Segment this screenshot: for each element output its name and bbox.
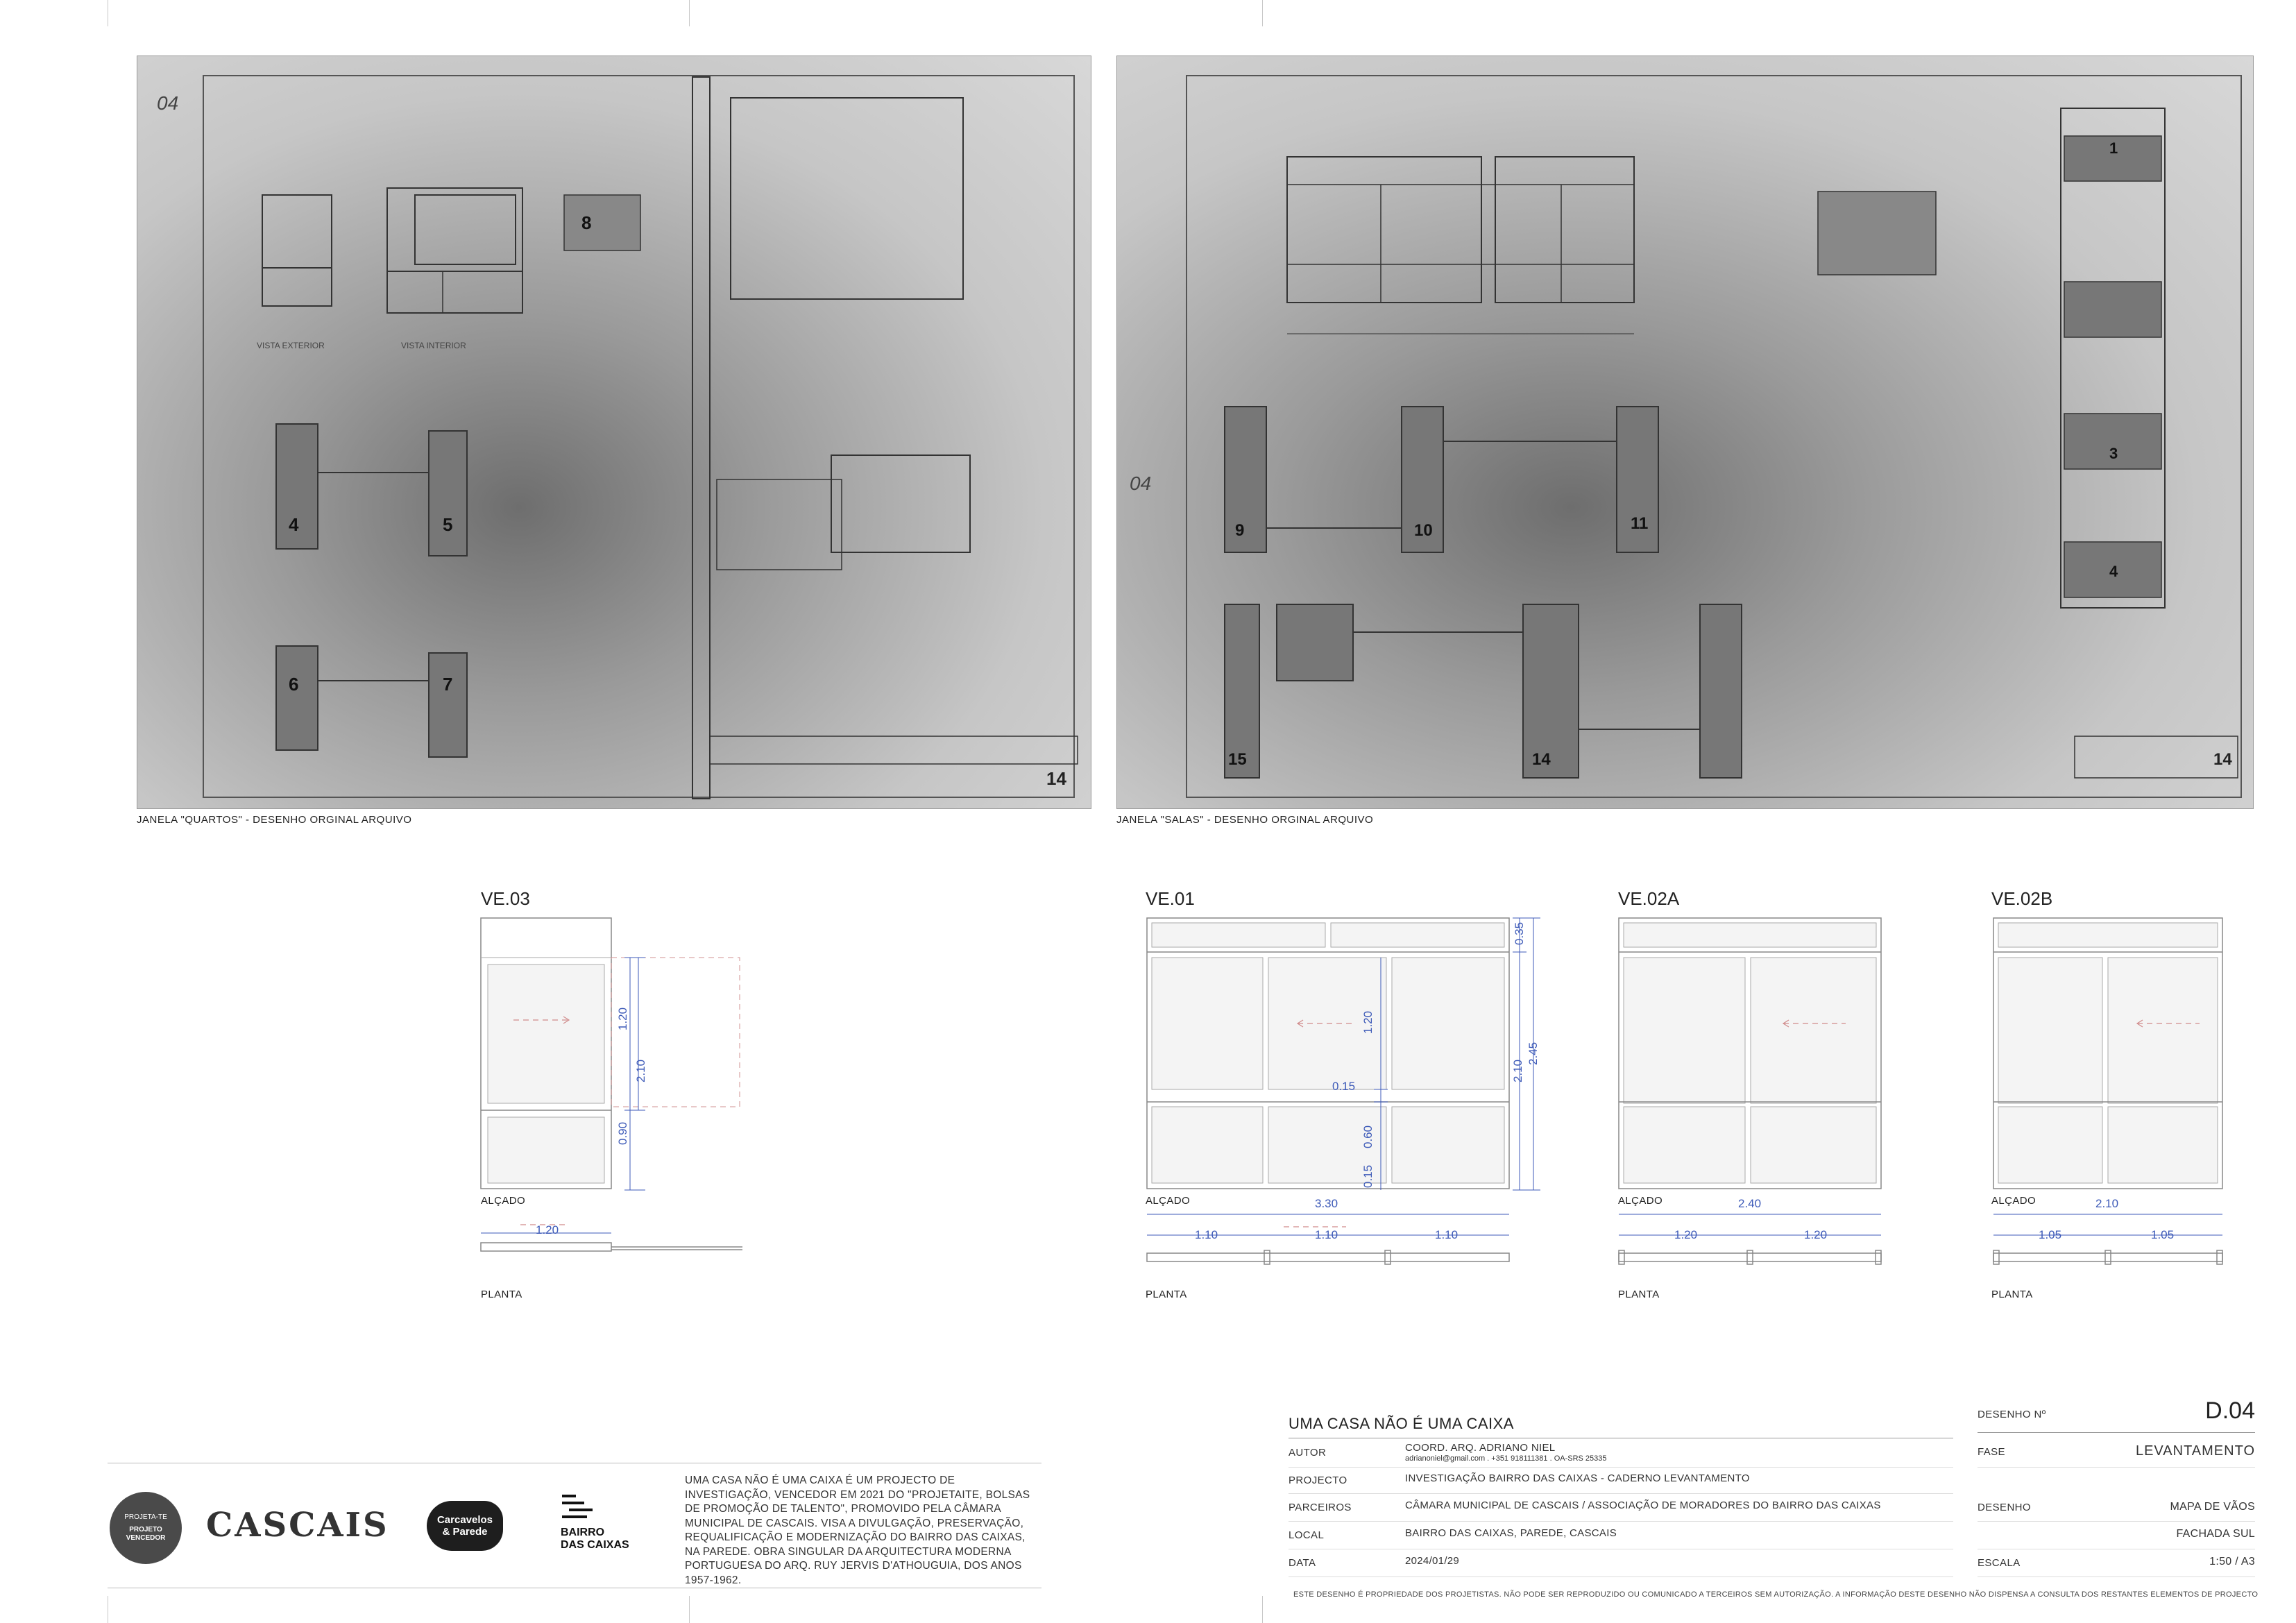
dim-ve02a-w1: 1.20	[1674, 1228, 1698, 1241]
tb-val-data: 2024/01/29	[1405, 1555, 1460, 1567]
window-plan-ve02b	[1991, 1206, 2255, 1275]
dim-ve01-w-total: 3.30	[1315, 1197, 1338, 1210]
piece-number: 15	[1228, 750, 1247, 769]
piece-number: 14	[1532, 750, 1551, 769]
piece-number: 7	[443, 674, 453, 695]
tb-val-autor-contact: adrianoniel@gmail.com . +351 918111381 . OA-SRS 25335	[1405, 1454, 1607, 1463]
title-block-rule	[1978, 1432, 2255, 1433]
piece-number: 8	[581, 212, 592, 233]
elevation-label-ve02b: ALÇADO	[1991, 1195, 2036, 1207]
dim-ve01-w1: 1.10	[1195, 1228, 1218, 1241]
archive-drawing-quartos-lines	[137, 56, 1091, 808]
window-plan-ve03	[479, 1218, 756, 1259]
title-block-rule	[1289, 1521, 1953, 1522]
crop-mark	[1262, 1596, 1263, 1623]
dim-ve01-w3: 1.10	[1435, 1228, 1459, 1241]
photo-caption-quartos: JANELA "QUARTOS" - DESENHO ORGINAL ARQUIVO	[137, 814, 412, 826]
window-elevation-ve01	[1145, 916, 1561, 1193]
elevation-label-ve01: ALÇADO	[1146, 1195, 1191, 1207]
carcavelos-logo-line2: & Parede	[442, 1526, 488, 1538]
tb-key-desenho-no: DESENHO Nº	[1978, 1409, 2046, 1420]
archive-drawing-salas	[1116, 56, 2254, 809]
tb-key-data: DATA	[1289, 1557, 1316, 1569]
bairro-logo-mark	[561, 1493, 595, 1524]
tb-key-desenho: DESENHO	[1978, 1502, 2031, 1513]
tb-val-autor: COORD. ARQ. ADRIANO NIEL	[1405, 1442, 1556, 1454]
piece-number: 10	[1414, 521, 1433, 540]
plan-label-ve02b: PLANTA	[1991, 1289, 2033, 1300]
dim-ve02b-w2: 1.05	[2151, 1228, 2175, 1241]
bairro-logo-line1: BAIRRO	[561, 1527, 605, 1538]
title-block-footer-note: ESTE DESENHO É PROPRIEDADE DOS PROJETISTAS. NÃO PODE SER REPRODUZIDO OU COMUNICADO A TERCEIROS SEM AUTORIZAÇÃO. A INFORMAÇÃO DESTE DESENHO NÃO DISPENSA A CONSULTA DOS RESTANTES ELEMENTOS DE PROJECTO	[1293, 1590, 2259, 1599]
dim-ve03-h-top: 1.20	[616, 1007, 629, 1030]
tb-val-desenho-no: D.04	[2205, 1397, 2255, 1424]
dim-ve01-low: 0.60	[1361, 1125, 1375, 1148]
dim-ve01-total-b: 2.45	[1527, 1042, 1540, 1065]
tb-val-local: BAIRRO DAS CAIXAS, PAREDE, CASCAIS	[1405, 1527, 1617, 1539]
plan-label-ve02a: PLANTA	[1618, 1289, 1660, 1300]
photo-caption-salas: JANELA "SALAS" - DESENHO ORGINAL ARQUIVO	[1116, 814, 1374, 826]
elevation-label-ve03: ALÇADO	[481, 1195, 526, 1207]
projeta-logo-line3: VENCEDOR	[126, 1534, 166, 1542]
bairro-logo	[561, 1527, 629, 1552]
tb-key-autor: AUTOR	[1289, 1447, 1327, 1459]
piece-number: 4	[289, 514, 299, 535]
title-block-rule	[1978, 1467, 2255, 1468]
window-title-ve01: VE.01	[1146, 888, 1195, 909]
title-block-rule	[1978, 1521, 2255, 1522]
title-block-rule	[1289, 1493, 1953, 1494]
dim-ve03-w: 1.20	[536, 1223, 559, 1237]
carcavelos-logo-line1: Carcavelos	[436, 1514, 493, 1526]
piece-number: 9	[1235, 521, 1245, 540]
piece-number: 6	[289, 674, 299, 695]
sheet-number: 04	[1130, 473, 1152, 494]
piece-number: 1	[2109, 139, 2118, 157]
tb-key-parceiros: PARCEIROS	[1289, 1502, 1352, 1513]
tb-key-fase: FASE	[1978, 1446, 2005, 1458]
title-block-rule	[1289, 1467, 1953, 1468]
dim-ve02b-w1: 1.05	[2039, 1228, 2062, 1241]
view-label-interior: VISTA INTERIOR	[401, 341, 466, 350]
plan-label-ve03: PLANTA	[481, 1289, 522, 1300]
tb-val-escala: 1:50 / A3	[2209, 1556, 2255, 1567]
view-label-exterior: VISTA EXTERIOR	[257, 341, 325, 350]
crop-mark	[1262, 0, 1263, 26]
dim-ve01-rail: 0.15	[1332, 1080, 1356, 1093]
dim-ve01-sill: 0.15	[1361, 1164, 1375, 1188]
sheet-page: 14	[2213, 750, 2232, 769]
window-title-ve02a: VE.02A	[1618, 888, 1680, 909]
archive-drawing-salas-lines	[1117, 56, 2253, 808]
piece-number: 3	[2109, 445, 2118, 462]
crop-mark	[689, 0, 690, 26]
window-title-ve03: VE.03	[481, 888, 530, 909]
window-plan-ve02a	[1617, 1206, 1894, 1275]
dim-ve01-total-a: 2.10	[1511, 1059, 1524, 1082]
tb-val-projecto: INVESTIGAÇÃO BAIRRO DAS CAIXAS - CADERNO LEVANTAMENTO	[1405, 1472, 1750, 1484]
sheet-number: 04	[157, 92, 179, 114]
carcavelos-parede-logo	[427, 1501, 503, 1551]
projeta-logo-line1: PROJETA-TE	[124, 1513, 167, 1521]
archive-drawing-quartos	[137, 56, 1091, 809]
dim-ve01-top: 0.35	[1513, 921, 1526, 945]
tb-val-desenho-1: MAPA DE VÃOS	[2170, 1501, 2255, 1513]
tb-val-fase: LEVANTAMENTO	[2135, 1443, 2255, 1459]
tb-key-local: LOCAL	[1289, 1529, 1325, 1541]
tb-val-desenho-2: FACHADA SUL	[2176, 1528, 2255, 1540]
window-title-ve02b: VE.02B	[1991, 888, 2053, 909]
dim-ve01-w2: 1.10	[1315, 1228, 1338, 1241]
dim-ve01-mid: 1.20	[1361, 1010, 1375, 1034]
window-elevation-ve02b	[1991, 916, 2255, 1193]
dim-ve02a-w2: 1.20	[1804, 1228, 1828, 1241]
dim-ve03-h-total: 2.10	[634, 1059, 647, 1082]
dim-ve02b-w-total: 2.10	[2095, 1197, 2119, 1210]
title-block-title: UMA CASA NÃO É UMA CAIXA	[1289, 1415, 1514, 1432]
projeta-logo-line2: PROJETO	[129, 1526, 162, 1533]
cascais-logo: CASCAIS	[206, 1506, 389, 1545]
window-elevation-ve02a	[1617, 916, 1894, 1193]
bairro-logo-line2: DAS CAIXAS	[561, 1539, 629, 1551]
piece-number: 4	[2109, 563, 2118, 580]
crop-mark	[689, 1596, 690, 1623]
dim-ve03-h-bottom: 0.90	[616, 1121, 629, 1145]
tb-val-parceiros: CÂMARA MUNICIPAL DE CASCAIS / ASSOCIAÇÃO DE MORADORES DO BAIRRO DAS CAIXAS	[1405, 1499, 1881, 1511]
tb-key-projecto: PROJECTO	[1289, 1475, 1347, 1486]
projeta-logo	[110, 1492, 182, 1564]
window-elevation-ve03	[479, 916, 756, 1193]
plan-label-ve01: PLANTA	[1146, 1289, 1187, 1300]
tb-key-escala: ESCALA	[1978, 1557, 2021, 1569]
project-description: UMA CASA NÃO É UMA CAIXA É UM PROJECTO DE INVESTIGAÇÃO, VENCEDOR EM 2021 DO "PROJETAITE, BOLSAS DE PROMOÇÃO DE TALENTO", PROMOVIDO PELA CÂMARA MUNICIPAL DE CASCAIS. VISA A DIVULGAÇÃO, PRESERVAÇÃO, REQUALIFICAÇÃO E MODERNIZAÇÃO DO BAIRRO DAS CAIXAS, NA PAREDE. OBRA SINGULAR DA ARQUITECTURA MODERNA PORTUGUESA DO ARQ. RUY JERVIS D'ATHOUGUIA, DOS ANOS 1957-1962.	[685, 1475, 1030, 1586]
piece-number: 11	[1631, 514, 1649, 533]
elevation-label-ve02a: ALÇADO	[1618, 1195, 1663, 1207]
piece-number: 5	[443, 514, 453, 535]
sheet-page: 14	[1046, 768, 1066, 789]
dim-ve02a-w-total: 2.40	[1738, 1197, 1762, 1210]
